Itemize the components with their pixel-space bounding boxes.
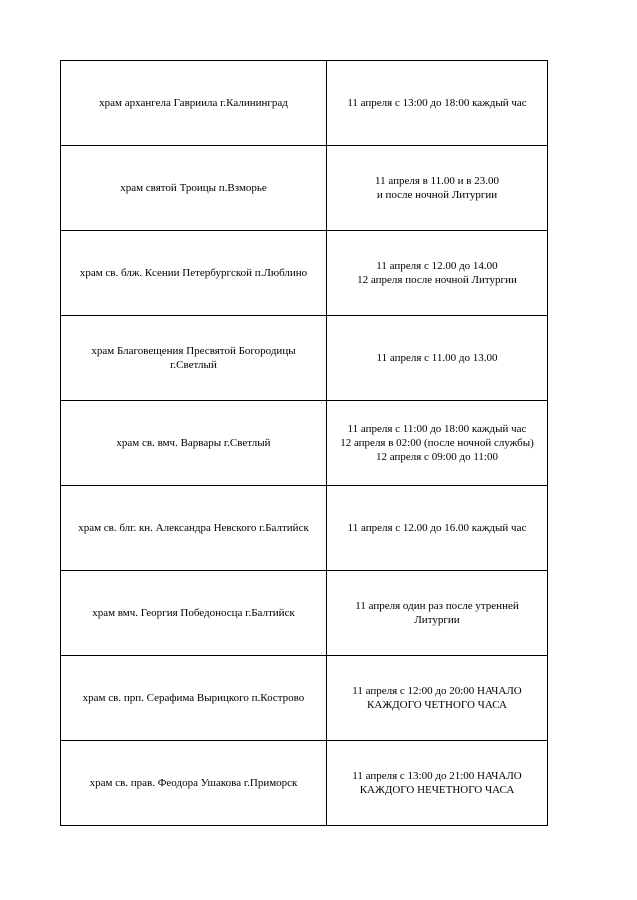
church-cell: храм святой Троицы п.Взморье	[61, 146, 327, 231]
table-row	[61, 146, 548, 231]
table-row	[61, 486, 548, 571]
church-cell: храм св. прав. Феодора Ушакова г.Приморск	[61, 741, 327, 826]
schedule-table	[60, 60, 548, 826]
church-cell: храм вмч. Георгия Победоносца г.Балтийск	[61, 571, 327, 656]
table-row	[61, 401, 548, 486]
schedule-cell: 11 апреля с 11.00 до 13.00	[327, 316, 548, 401]
table-row	[61, 571, 548, 656]
schedule-cell: 11 апреля с 12:00 до 20:00 НАЧАЛО КАЖДОГО ЧЕТНОГО ЧАСА	[327, 656, 548, 741]
schedule-cell: 11 апреля с 11:00 до 18:00 каждый час 12 апреля в 02:00 (после ночной службы) 12 апреля с 09:00 до 11:00	[327, 401, 548, 486]
church-cell: храм архангела Гавриила г.Калининград	[61, 61, 327, 146]
church-cell: храм св. вмч. Варвары г.Светлый	[61, 401, 327, 486]
schedule-cell: 11 апреля с 13:00 до 21:00 НАЧАЛО КАЖДОГО НЕЧЕТНОГО ЧАСА	[327, 741, 548, 826]
church-cell: храм св. прп. Серафима Вырицкого п.Кострово	[61, 656, 327, 741]
schedule-cell: 11 апреля с 12.00 до 16.00 каждый час	[327, 486, 548, 571]
church-cell: храм св. блж. Ксении Петербургской п.Люблино	[61, 231, 327, 316]
table-row	[61, 316, 548, 401]
schedule-cell: 11 апреля с 13:00 до 18:00 каждый час	[327, 61, 548, 146]
table-row	[61, 656, 548, 741]
table-row	[61, 61, 548, 146]
schedule-cell: 11 апреля один раз после утренней Литургии	[327, 571, 548, 656]
table-row	[61, 741, 548, 826]
schedule-cell: 11 апреля в 11.00 и в 23.00 и после ночной Литургии	[327, 146, 548, 231]
church-cell: храм Благовещения Пресвятой Богородицы г.Светлый	[61, 316, 327, 401]
table-row	[61, 231, 548, 316]
schedule-cell: 11 апреля с 12.00 до 14.00 12 апреля после ночной Литургии	[327, 231, 548, 316]
church-cell: храм св. блг. кн. Александра Невского г.Балтийск	[61, 486, 327, 571]
